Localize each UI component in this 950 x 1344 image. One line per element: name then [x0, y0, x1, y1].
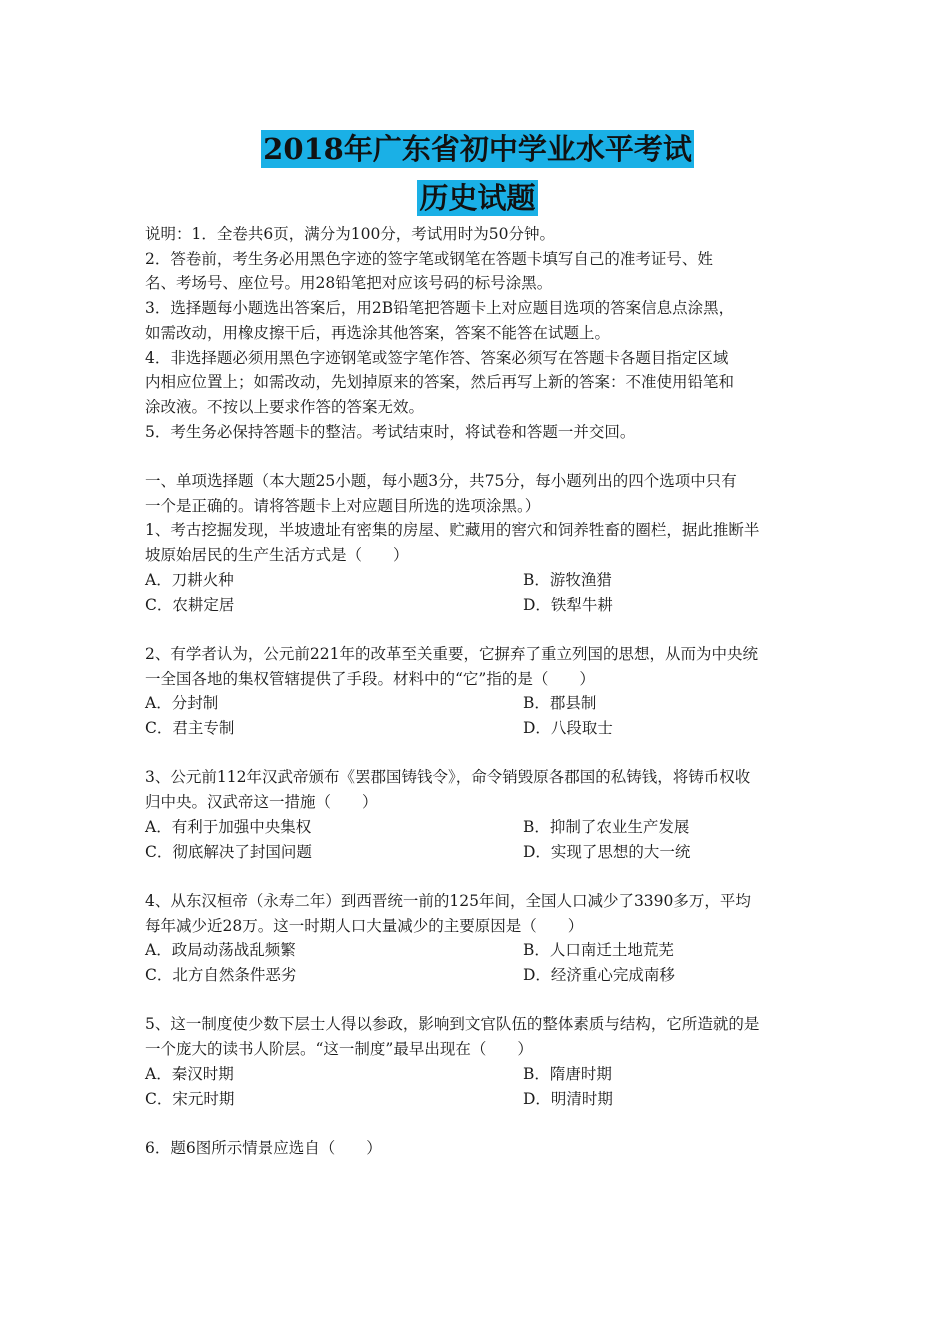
option-b: B．游牧渔猎 — [523, 570, 612, 589]
options — [145, 691, 810, 740]
question-stem: 1、考古挖掘发现，半坡遗址有密集的房屋、贮藏用的窖穴和饲养牲畜的圈栏，据此推断半 — [145, 521, 760, 540]
question-stem: 归中央。汉武帝这一措施（ ） — [145, 793, 378, 812]
question-stem: 6．题6图所示情景应选自（ ） — [145, 1138, 382, 1157]
question-stem: 5、这一制度使少数下层士人得以参政，影响到文官队伍的整体素质与结构，它所造就的是 — [145, 1015, 760, 1034]
option-c: C．宋元时期 — [145, 1089, 235, 1108]
exam-title: 2018年广东省初中学业水平考试 — [263, 132, 692, 166]
question-stem: 一个庞大的读书人阶层。“这一制度”最早出现在（ ） — [145, 1040, 533, 1059]
question-stem: 2、有学者认为，公元前221年的改革至关重要，它摒弃了重立列国的思想，从而为中央统 — [145, 644, 758, 663]
options — [145, 568, 810, 617]
option-a: A．分封制 — [145, 694, 219, 713]
options — [145, 815, 810, 864]
instruction-line: 4．非选择题必须用黑色字迹钢笔或签字笔作答、答案必须写在答题卡各题目指定区域 — [145, 348, 729, 367]
option-c: C．彻底解决了封国问题 — [145, 842, 312, 861]
title-block — [145, 130, 810, 216]
options — [145, 938, 810, 987]
option-c: C．君主专制 — [145, 719, 235, 738]
option-d: D．明清时期 — [523, 1089, 613, 1108]
instruction-line: 内相应位置上；如需改动，先划掉原来的答案，然后再写上新的答案：不准使用铅笔和 — [145, 373, 735, 392]
option-b: B．郡县制 — [523, 694, 597, 713]
instruction-line: 3．选择题每小题选出答案后，用2B铅笔把答题卡上对应题目选项的答案信息点涂黑， — [145, 299, 735, 318]
question-stem: 3、公元前112年汉武帝颁布《罢郡国铸钱令》，命令销毁原各郡国的私铸钱，将铸币权收 — [145, 768, 751, 787]
question-2 — [145, 642, 810, 741]
option-c: C．北方自然条件恶劣 — [145, 966, 297, 985]
question-3 — [145, 765, 810, 864]
option-a: A．有利于加强中央集权 — [145, 817, 312, 836]
question-5 — [145, 1012, 810, 1111]
instruction-line: 2．答卷前，考生务必用黑色字迹的签字笔或钢笔在答题卡填写自己的准考证号、姓 — [145, 249, 713, 268]
option-d: D．八段取士 — [523, 719, 613, 738]
instruction-line: 如需改动，用橡皮擦干后，再选涂其他答案，答案不能答在试题上。 — [145, 323, 611, 342]
question-6 — [145, 1136, 810, 1161]
option-d: D．经济重心完成南移 — [523, 966, 675, 985]
option-d: D．实现了思想的大一统 — [523, 842, 691, 861]
option-b: B．抑制了农业生产发展 — [523, 817, 690, 836]
question-stem: 一全国各地的集权管辖提供了手段。材料中的“它”指的是（ ） — [145, 669, 595, 688]
exam-page — [145, 130, 810, 1161]
question-stem: 每年减少近28万。这一时期人口大量减少的主要原因是（ ） — [145, 916, 584, 935]
instruction-line: 5．考生务必保持答题卡的整洁。考试结束时，将试卷和答题一并交回。 — [145, 422, 636, 441]
instruction-line: 名、考场号、座位号。用28铅笔把对应该号码的标号涂黑。 — [145, 274, 553, 293]
question-4 — [145, 889, 810, 988]
option-a: A．政局动荡战乱频繁 — [145, 941, 296, 960]
question-stem: 坡原始居民的生产生活方式是（ ） — [145, 546, 409, 565]
section-line: 一个是正确的。请将答题卡上对应题目所选的选项涂黑。） — [145, 496, 541, 515]
section-heading — [145, 469, 810, 518]
option-a: A．秦汉时期 — [145, 1064, 234, 1083]
section-line: 一、单项选择题（本大题25小题，每小题3分，共75分，每小题列出的四个选项中只有 — [145, 472, 737, 491]
option-d: D．铁犁牛耕 — [523, 595, 613, 614]
option-b: B．隋唐时期 — [523, 1064, 612, 1083]
instruction-line: 说明：1．全卷共6页，满分为100分，考试用时为50分钟。 — [145, 225, 556, 243]
instruction-line: 涂改液。不按以上要求作答的答案无效。 — [145, 397, 425, 416]
option-c: C．农耕定居 — [145, 595, 235, 614]
option-a: A．刀耕火种 — [145, 570, 234, 589]
question-1 — [145, 518, 810, 617]
instructions — [145, 222, 810, 444]
exam-subtitle: 历史试题 — [419, 181, 536, 215]
exam-body — [145, 222, 810, 1161]
option-b: B．人口南迁土地荒芜 — [523, 941, 674, 960]
options — [145, 1062, 810, 1111]
question-stem: 4、从东汉桓帝（永寿二年）到西晋统一前的125年间，全国人口减少了3390多万，平均 — [145, 891, 751, 910]
